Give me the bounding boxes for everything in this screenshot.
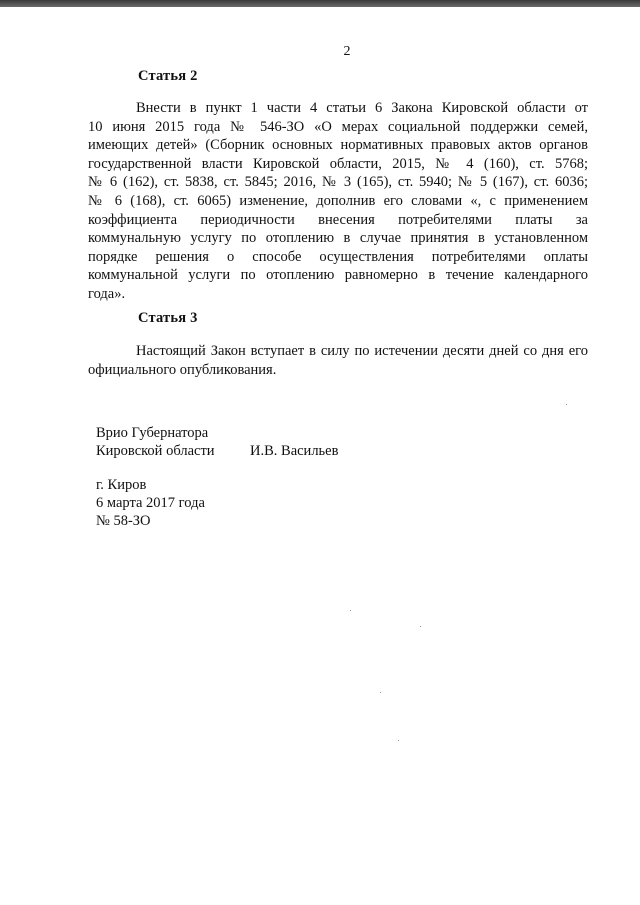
scan-speck	[380, 692, 381, 693]
footer-law-number: № 58-ЗО	[96, 513, 151, 529]
article-2-line: года».	[88, 285, 126, 302]
article-2-text	[88, 99, 588, 304]
signature-position-line-1: Врио Губернатора	[96, 425, 209, 441]
article-2-heading: Статья 2	[138, 68, 198, 84]
article-3-heading: Статья 3	[138, 310, 198, 326]
article-3-line: официального опубликования.	[88, 361, 277, 378]
article-2-line: имеющих детей» (Сборник основных нормативных правовых актов органов	[88, 137, 588, 154]
scan-speck	[566, 404, 567, 405]
article-2-line: 10 июня 2015 года № 546-ЗО «О мерах социальной поддержки семей,	[88, 118, 588, 135]
signature-position-line-2: Кировской области	[96, 443, 215, 459]
signature-name: И.В. Васильев	[250, 443, 339, 459]
article-2-line: коэффициента периодичности внесения потребителями платы за	[88, 211, 588, 228]
footer-city: г. Киров	[96, 477, 147, 493]
scan-speck	[420, 626, 421, 627]
article-2-line: государственной власти Кировской области, 2015, № 4 (160), ст. 5768;	[88, 155, 588, 172]
article-2-line: коммунальной услуги по отоплению равномерно в течение календарного	[88, 267, 588, 284]
article-2-line: Внести в пункт 1 части 4 статьи 6 Закона Кировской области от	[136, 100, 588, 116]
article-2-line: коммунальную услугу по отоплению в случае принятия в установленном	[88, 230, 588, 247]
page-number: 2	[343, 44, 351, 59]
scan-speck	[398, 740, 399, 741]
article-2-line: порядке решения о способе осуществления потребителями оплаты	[88, 248, 588, 265]
footer-date: 6 марта 2017 года	[96, 495, 205, 511]
article-3-text	[88, 342, 588, 379]
article-2-line: № 6 (168), ст. 6065) изменение, дополнив его словами «, с применением	[88, 192, 588, 209]
scan-speck	[350, 610, 351, 611]
scan-top-border	[0, 0, 640, 7]
article-3-line: Настоящий Закон вступает в силу по истечении десяти дней со дня его	[136, 343, 588, 359]
article-2-line: № 6 (162), ст. 5838, ст. 5845; 2016, № 3 (165), ст. 5940; № 5 (167), ст. 6036;	[88, 174, 588, 191]
